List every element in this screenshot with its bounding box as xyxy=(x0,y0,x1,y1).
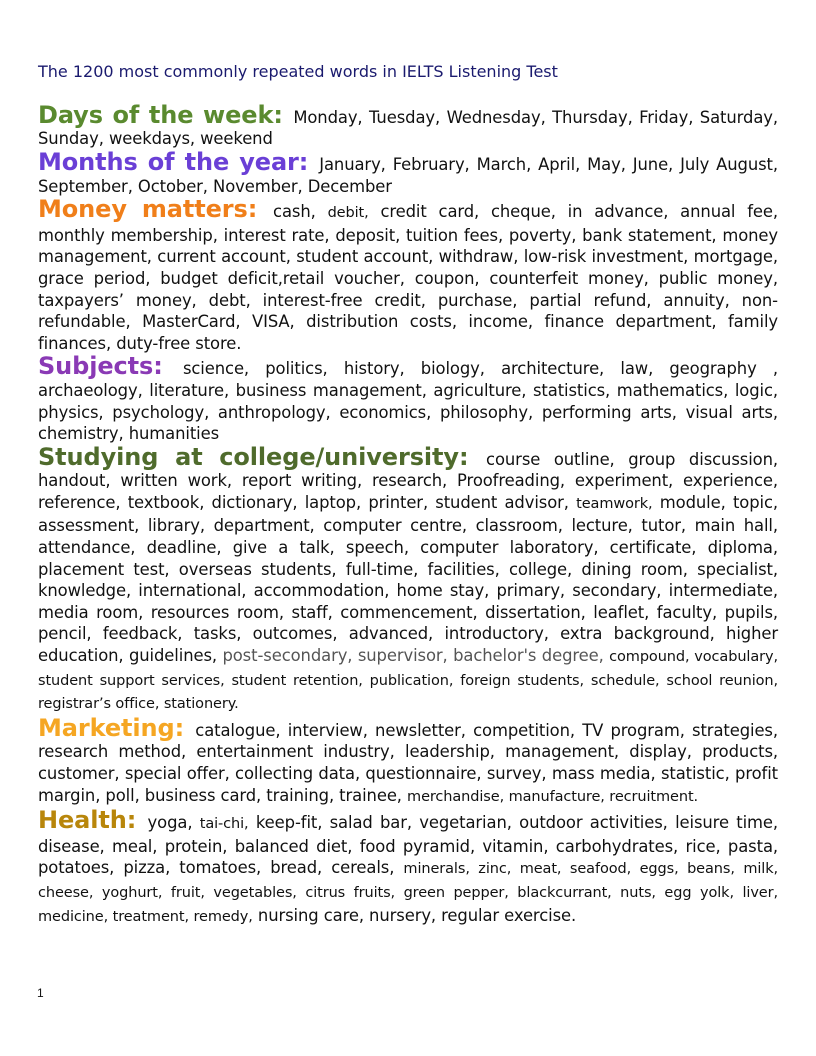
text-months: January, February, March, April, May, June, July August, September, October, November, December xyxy=(38,154,778,196)
section-studying xyxy=(38,442,778,716)
text-studying-a: course outline, group discussion, handout, written work, report writing, research, Proofreading, experiment, experience, reference, textbook, dictionary, laptop, printer, student advisor, xyxy=(38,449,778,512)
text-money-b: debit, xyxy=(327,205,369,222)
heading-studying: Studying at college/university: xyxy=(38,442,469,471)
text-health-a: yoga, xyxy=(147,813,193,833)
text-money-d: counterfeit money, public money, taxpayers’ money, debt, interest-free credit, purchase, partial refund, annuity, non-refundable, MasterCard, VISA, distribution costs, income, finance department, family finances, duty-free store. xyxy=(38,268,778,353)
text-subjects: science, politics, history, biology, architecture, law, geography , archaeology, literature, business management, agriculture, statistics, mathematics, logic, physics, psychology, anthropology, economics, philosophy, performing arts, visual arts, chemistry, humanities xyxy=(38,359,778,444)
document-page xyxy=(38,62,778,930)
text-studying-e: compound, vocabulary, student support services, student retention, publication, foreign students, schedule, school reunion, registrar’s office, stationery. xyxy=(38,649,778,713)
section-days xyxy=(38,100,778,150)
text-studying-c: module, topic, assessment, library, department, computer centre, classroom, lecture, tutor, main hall, attendance, deadline, give a talk, speech, computer laboratory, certificate, diploma, placement test, overseas students, full-time, facilities, college, dining room, specialist, knowledge, international, accommodation, home stay, primary, secondary, intermediate, media room, resources room, staff, commencement, dissertation, leaflet, faculty, pupils, pencil, feedback, tasks, outcomes, advanced, introductory, extra background, higher education, guidelines, xyxy=(38,492,778,666)
section-months xyxy=(38,147,778,197)
text-marketing-a: catalogue, interview, newsletter, competition, TV program, strategies, research method, entertainment industry, leadership, management, display, products, customer, special offer, collecting data, questionnaire, survey, mass media, statistic, profit margin, poll, business card, training, trainee, xyxy=(38,720,778,805)
text-days: Monday, Tuesday, Wednesday, Thursday, Friday, Saturday, Sunday, weekdays, weekend xyxy=(38,107,778,149)
text-marketing-b: merchandise, manufacture, recruitment. xyxy=(407,788,699,805)
heading-months: Months of the year: xyxy=(38,147,309,176)
heading-marketing: Marketing: xyxy=(38,713,185,742)
heading-days: Days of the week: xyxy=(38,100,283,129)
text-health-b: tai-chi, xyxy=(199,816,249,833)
document-title: The 1200 most commonly repeated words in IELTS Listening Test xyxy=(38,62,558,81)
text-studying-d: post-secondary, supervisor, bachelor's degree, xyxy=(222,646,604,666)
section-money xyxy=(38,195,778,354)
heading-subjects: Subjects: xyxy=(38,352,163,381)
text-health-d: minerals, zinc, meat, seafood, eggs, beans, milk, cheese, yoghurt, fruit, vegetables, citrus fruits, green pepper, blackcurrant, nuts, egg yolk, liver, medicine, treatment, remedy, xyxy=(38,861,779,925)
text-money-a: cash, xyxy=(273,202,316,222)
text-money-c: credit card, cheque, in advance, annual fee, monthly membership, interest rate, deposit, tuition fees, poverty, bank statement, money management, current account, student account, withdraw, low-risk investment, mortgage, grace period, budget deficit,retail voucher, coupon, xyxy=(38,202,778,288)
text-studying-b: teamwork, xyxy=(576,495,653,512)
heading-health: Health: xyxy=(38,806,137,835)
section-subjects xyxy=(38,352,778,444)
heading-money: Money matters: xyxy=(38,195,258,224)
section-marketing xyxy=(38,713,778,808)
text-health-c: keep-fit, salad bar, vegetarian, outdoor activities, leisure time, disease, meal, protein, balanced diet, food pyramid, vitamin, carbohydrates, rice, pasta, potatoes, pizza, tomatoes, bread, cereals, xyxy=(38,813,778,878)
section-health xyxy=(38,806,779,928)
text-health-e: nursing care, nursery, regular exercise. xyxy=(257,905,577,925)
page-number: 1 xyxy=(37,986,44,1000)
